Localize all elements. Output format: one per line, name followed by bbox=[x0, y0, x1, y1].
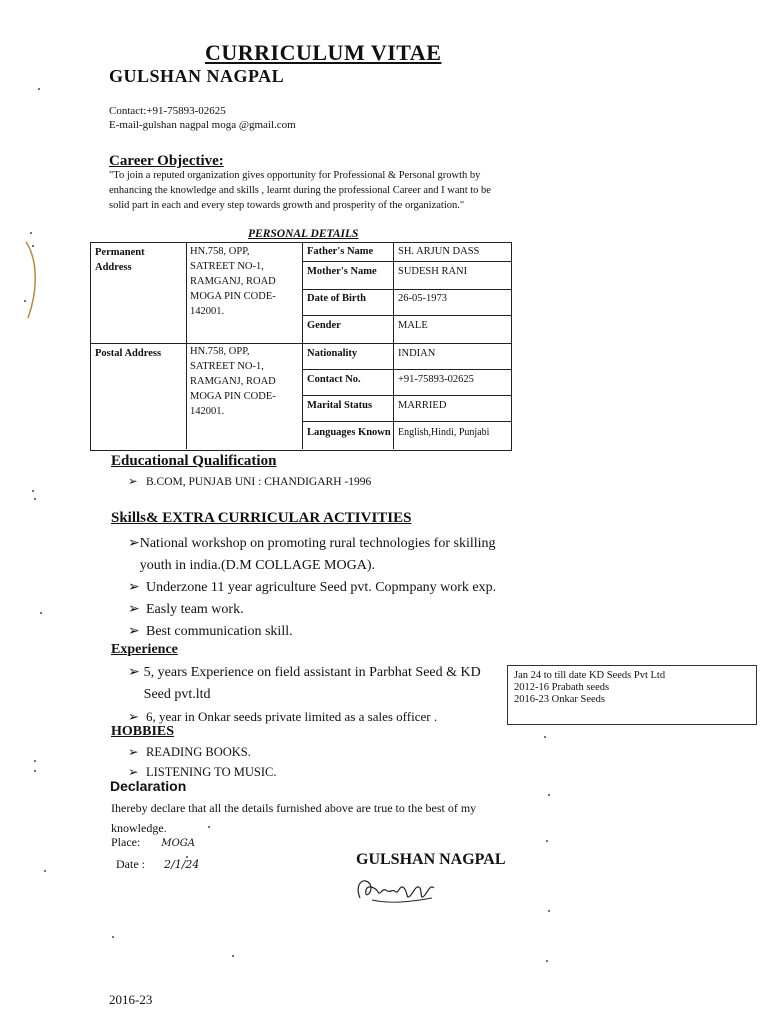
education-heading: Educational Qualification bbox=[111, 453, 277, 469]
fathers-name-label: Father's Name bbox=[307, 246, 374, 257]
table-divider bbox=[393, 243, 394, 449]
gender-label: Gender bbox=[307, 320, 341, 331]
scan-speck bbox=[548, 910, 550, 912]
hobby-text: READING BOOKS. bbox=[146, 745, 251, 759]
table-divider bbox=[302, 261, 511, 262]
scan-speck bbox=[34, 498, 36, 500]
table-divider bbox=[302, 315, 511, 316]
signature-image bbox=[350, 870, 440, 910]
nationality-value: INDIAN bbox=[398, 348, 436, 359]
document-title: CURRICULUM VITAE bbox=[205, 40, 442, 65]
languages-label: Languages Known bbox=[307, 427, 391, 438]
experience-note-box bbox=[507, 665, 757, 725]
mothers-name-label: Mother's Name bbox=[307, 266, 377, 277]
arrow-bullet-icon: ➢ bbox=[128, 765, 139, 779]
place-row bbox=[111, 835, 195, 850]
address-line: MOGA PIN CODE- bbox=[190, 291, 276, 302]
hobbies-heading: HOBBIES bbox=[111, 724, 175, 739]
personal-details-table bbox=[90, 242, 512, 451]
skill-text: Underzone 11 year agriculture Seed pvt. Copmpany work exp. bbox=[146, 580, 497, 595]
date-label: Date : bbox=[116, 857, 145, 871]
table-divider bbox=[302, 243, 303, 449]
address-line: SATREET NO-1, bbox=[190, 261, 264, 272]
scan-speck bbox=[34, 760, 36, 762]
gender-value: MALE bbox=[398, 320, 428, 331]
date-value: 2/1/24 bbox=[164, 858, 200, 871]
scan-speck bbox=[186, 856, 188, 858]
signature-name: GULSHAN NAGPAL bbox=[356, 851, 506, 868]
fathers-name-value: SH. ARJUN DASS bbox=[398, 246, 480, 257]
date-of-birth-value: 26-05-1973 bbox=[398, 293, 447, 304]
skills-list bbox=[128, 533, 503, 643]
permanent-address-label: Permanent Address bbox=[95, 247, 145, 273]
experience-heading: Experience bbox=[111, 642, 178, 657]
contact-phone: Contact:+91-75893-02625 bbox=[109, 105, 226, 117]
note-line: 2016-23 Onkar Seeds bbox=[514, 694, 605, 705]
career-objective-heading: Career Objective: bbox=[109, 153, 224, 169]
arrow-bullet-icon: ➢ bbox=[128, 476, 138, 488]
scan-speck bbox=[208, 826, 210, 828]
address-line: RAMGANJ, ROAD bbox=[190, 276, 276, 287]
arrow-bullet-icon: ➢ bbox=[128, 745, 139, 759]
list-item bbox=[128, 662, 498, 706]
scan-speck bbox=[40, 612, 42, 614]
list-item bbox=[128, 621, 503, 643]
languages-value: English,Hindi, Punjabi bbox=[398, 427, 490, 438]
arrow-bullet-icon: ➢ bbox=[128, 580, 140, 595]
hobbies-list bbox=[128, 742, 276, 782]
list-item bbox=[128, 706, 498, 728]
date-of-birth-label: Date of Birth bbox=[307, 293, 366, 304]
education-text: B.COM, PUNJAB UNI : CHANDIGARH -1996 bbox=[146, 476, 372, 488]
scan-speck bbox=[546, 960, 548, 962]
table-divider bbox=[302, 343, 511, 344]
scan-speck bbox=[32, 490, 34, 492]
address-line: SATREET NO-1, bbox=[190, 361, 264, 372]
scan-speck bbox=[38, 88, 40, 90]
table-divider bbox=[186, 243, 187, 449]
education-item bbox=[128, 474, 371, 490]
permanent-address bbox=[190, 244, 300, 319]
table-divider bbox=[302, 289, 511, 290]
address-line: HN.758, OPP, bbox=[190, 246, 250, 257]
skills-heading: Skills& EXTRA CURRICULAR ACTIVITIES bbox=[111, 510, 412, 526]
date-row bbox=[116, 857, 199, 872]
declaration-text: Ihereby declare that all the details furnished above are true to the best of my knowledge. bbox=[111, 801, 477, 835]
address-line: 142001. bbox=[190, 306, 225, 317]
address-line: 142001. bbox=[190, 406, 225, 417]
address-line: MOGA PIN CODE- bbox=[190, 391, 276, 402]
list-item bbox=[128, 533, 503, 577]
address-line: RAMGANJ, ROAD bbox=[190, 376, 276, 387]
arrow-bullet-icon: ➢ bbox=[128, 665, 140, 680]
arrow-bullet-icon: ➢ bbox=[128, 602, 140, 617]
scan-speck bbox=[548, 794, 550, 796]
table-divider bbox=[302, 421, 511, 422]
scan-speck bbox=[112, 936, 114, 938]
skill-text: National workshop on promoting rural technologies for skilling youth in india.(D.M COLLAGE MOGA). bbox=[139, 536, 496, 573]
contact-no-value: +91-75893-02625 bbox=[398, 374, 474, 385]
nationality-label: Nationality bbox=[307, 348, 358, 359]
table-divider bbox=[302, 395, 511, 396]
experience-text: 6, year in Onkar seeds private limited as a sales officer . bbox=[146, 709, 438, 724]
marital-status-label: Marital Status bbox=[307, 400, 373, 411]
place-value: MOGA bbox=[161, 838, 195, 849]
place-label: Place: bbox=[111, 835, 141, 849]
contact-block bbox=[109, 104, 296, 132]
scan-speck bbox=[546, 840, 548, 842]
scan-speck bbox=[544, 736, 546, 738]
arrow-bullet-icon: ➢ bbox=[128, 709, 139, 724]
contact-no-label: Contact No. bbox=[307, 374, 361, 385]
scan-speck bbox=[232, 955, 234, 957]
scan-speck bbox=[30, 232, 32, 234]
contact-email: E-mail-gulshan nagpal moga @gmail.com bbox=[109, 119, 296, 131]
marital-status-value: MARRIED bbox=[398, 400, 447, 411]
scan-edge-mark bbox=[24, 240, 44, 320]
candidate-name: GULSHAN NAGPAL bbox=[109, 66, 285, 86]
personal-details-heading: PERSONAL DETAILS bbox=[248, 228, 359, 240]
skill-text: Best communication skill. bbox=[146, 624, 293, 639]
list-item bbox=[128, 577, 503, 599]
list-item bbox=[128, 599, 503, 621]
mothers-name-value: SUDESH RANI bbox=[398, 266, 468, 277]
postal-address-label: Postal Address bbox=[95, 348, 162, 359]
hobby-text: LISTENING TO MUSIC. bbox=[146, 765, 277, 779]
arrow-bullet-icon: ➢ bbox=[128, 624, 140, 639]
experience-text: 5, years Experience on field assistant in Parbhat Seed & KD Seed pvt.ltd bbox=[143, 665, 481, 702]
note-line: Jan 24 to till date KD Seeds Pvt Ltd bbox=[514, 670, 666, 681]
postal-address bbox=[190, 344, 300, 419]
arrow-bullet-icon: ➢ bbox=[128, 536, 140, 551]
scan-speck bbox=[44, 870, 46, 872]
list-item bbox=[128, 742, 276, 762]
footer-text: 2016-23 bbox=[109, 992, 153, 1007]
address-line: HN.758, OPP, bbox=[190, 346, 250, 357]
career-objective-text: "To join a reputed organization gives opportunity for Professional & Personal growth by enhancing the knowledge and skills , learnt during the professional Career and I want to be solid part in each and every step towards growth and prosperity of the organization." bbox=[109, 170, 491, 211]
note-line: 2012-16 Prabath seeds bbox=[514, 682, 610, 693]
experience-list bbox=[128, 662, 498, 728]
skill-text: Easly team work. bbox=[146, 602, 244, 617]
table-divider bbox=[302, 369, 511, 370]
declaration-heading: Declaration bbox=[110, 778, 187, 794]
scan-speck bbox=[34, 770, 36, 772]
